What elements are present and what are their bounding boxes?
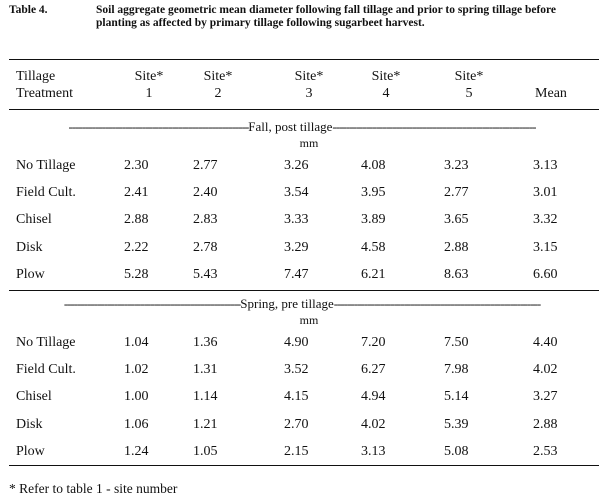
site-4-cell: 4.02 — [361, 416, 386, 432]
mean-cell: 3.32 — [533, 212, 558, 228]
table-row — [0, 415, 604, 435]
site-5-cell: 7.98 — [444, 362, 469, 378]
table-row — [0, 156, 604, 176]
section-spring-unit: mm — [299, 313, 319, 327]
mean-cell: 3.15 — [533, 239, 558, 255]
table-row — [0, 387, 604, 407]
site-4-cell: 3.89 — [361, 212, 386, 228]
site-1-cell: 1.04 — [124, 335, 149, 350]
site-5-cell: 2.88 — [444, 239, 469, 255]
mean-cell: 4.02 — [533, 362, 558, 378]
site-1-cell: 1.06 — [124, 416, 149, 432]
site-4-cell: 6.21 — [361, 266, 386, 282]
site-3-cell: 2.70 — [284, 416, 309, 432]
site-1-cell: 2.30 — [124, 158, 149, 173]
site-4-cell: 4.08 — [361, 158, 386, 173]
table-row — [0, 238, 604, 258]
mean-cell: 3.13 — [533, 158, 558, 173]
site-4-cell: 6.27 — [361, 362, 386, 378]
table-row — [0, 210, 604, 230]
site-5-cell: 3.65 — [444, 212, 469, 228]
site-1-cell: 2.88 — [124, 212, 149, 228]
table-caption-text: Soil aggregate geometric mean diameter following fall tillage and prior to spring tillage before planting as affected by primary tillage following sugarbeet harvest. — [96, 4, 557, 29]
site-2-cell: 2.77 — [193, 158, 218, 173]
table-label: Table 4. — [9, 4, 48, 16]
header-treatment: Tillage Treatment — [16, 69, 74, 101]
site-4-cell: 3.95 — [361, 185, 386, 201]
site-5-cell: 8.63 — [444, 266, 469, 282]
site-2-cell: 5.43 — [193, 266, 218, 282]
site-2-cell: 2.78 — [193, 239, 218, 255]
top-rule — [9, 59, 599, 60]
mean-cell: 3.01 — [533, 185, 558, 201]
table-row — [0, 360, 604, 380]
table-row — [0, 333, 604, 353]
site-3-cell: 4.15 — [284, 389, 309, 405]
treatment-cell: Field Cult. — [16, 362, 76, 378]
site-1-cell: 1.24 — [124, 443, 149, 459]
bottom-rule — [9, 465, 599, 466]
table-footnote: * Refer to table 1 - site number — [9, 481, 178, 496]
site-2-cell: 1.36 — [193, 335, 218, 350]
header-site-2: Site* 2 — [203, 69, 233, 101]
treatment-cell: No Tillage — [16, 158, 76, 173]
site-1-cell: 1.02 — [124, 362, 149, 378]
site-3-cell: 3.29 — [284, 239, 309, 255]
treatment-cell: Chisel — [16, 212, 52, 228]
header-site-5: Site* 5 — [454, 69, 484, 101]
site-3-cell: 3.54 — [284, 185, 309, 201]
site-3-cell: 4.90 — [284, 335, 309, 350]
treatment-cell: Plow — [16, 443, 45, 459]
treatment-cell: Plow — [16, 266, 45, 282]
site-5-cell: 5.39 — [444, 416, 469, 432]
site-3-cell: 3.26 — [284, 158, 309, 173]
mean-cell: 2.53 — [533, 443, 558, 459]
site-2-cell: 1.21 — [193, 416, 218, 432]
treatment-cell: Field Cult. — [16, 185, 76, 201]
site-5-cell: 5.08 — [444, 443, 469, 459]
section-fall-unit: mm — [299, 136, 319, 150]
mean-cell: 6.60 — [533, 266, 558, 282]
table-row — [0, 442, 604, 462]
site-2-cell: 1.14 — [193, 389, 218, 405]
site-1-cell: 2.22 — [124, 239, 149, 255]
section-fall-title: ------------------------------------------------------Fall, post tillage------------------------------------------------------------- — [68, 120, 536, 134]
section-rule — [9, 290, 599, 291]
site-2-cell: 1.05 — [193, 443, 218, 459]
header-rule — [9, 109, 599, 110]
site-2-cell: 1.31 — [193, 362, 218, 378]
header-site-1: Site* 1 — [134, 69, 164, 101]
site-3-cell: 3.52 — [284, 362, 309, 378]
site-3-cell: 3.33 — [284, 212, 309, 228]
site-5-cell: 7.50 — [444, 335, 469, 350]
site-1-cell: 1.00 — [124, 389, 149, 405]
site-3-cell: 7.47 — [284, 266, 309, 282]
site-1-cell: 5.28 — [124, 266, 149, 282]
section-spring-title: -----------------------------------------------------Spring, pre tillage-------------------------------------------------------------- — [63, 297, 541, 311]
site-4-cell: 3.13 — [361, 443, 386, 459]
treatment-cell: No Tillage — [16, 335, 76, 350]
site-2-cell: 2.83 — [193, 212, 218, 228]
table-row — [0, 265, 604, 285]
treatment-cell: Chisel — [16, 389, 52, 405]
site-5-cell: 3.23 — [444, 158, 469, 173]
header-site-4: Site* 4 — [371, 69, 401, 101]
treatment-cell: Disk — [16, 416, 43, 432]
mean-cell: 3.27 — [533, 389, 558, 405]
mean-cell: 2.88 — [533, 416, 558, 432]
site-5-cell: 2.77 — [444, 185, 469, 201]
site-4-cell: 4.94 — [361, 389, 386, 405]
site-4-cell: 4.58 — [361, 239, 386, 255]
treatment-cell: Disk — [16, 239, 43, 255]
table-row — [0, 183, 604, 203]
header-site-3: Site* 3 — [294, 69, 324, 101]
site-2-cell: 2.40 — [193, 185, 218, 201]
mean-cell: 4.40 — [533, 335, 558, 350]
site-5-cell: 5.14 — [444, 389, 469, 405]
site-1-cell: 2.41 — [124, 185, 149, 201]
header-mean: Mean — [535, 86, 567, 101]
site-4-cell: 7.20 — [361, 335, 386, 350]
site-3-cell: 2.15 — [284, 443, 309, 459]
